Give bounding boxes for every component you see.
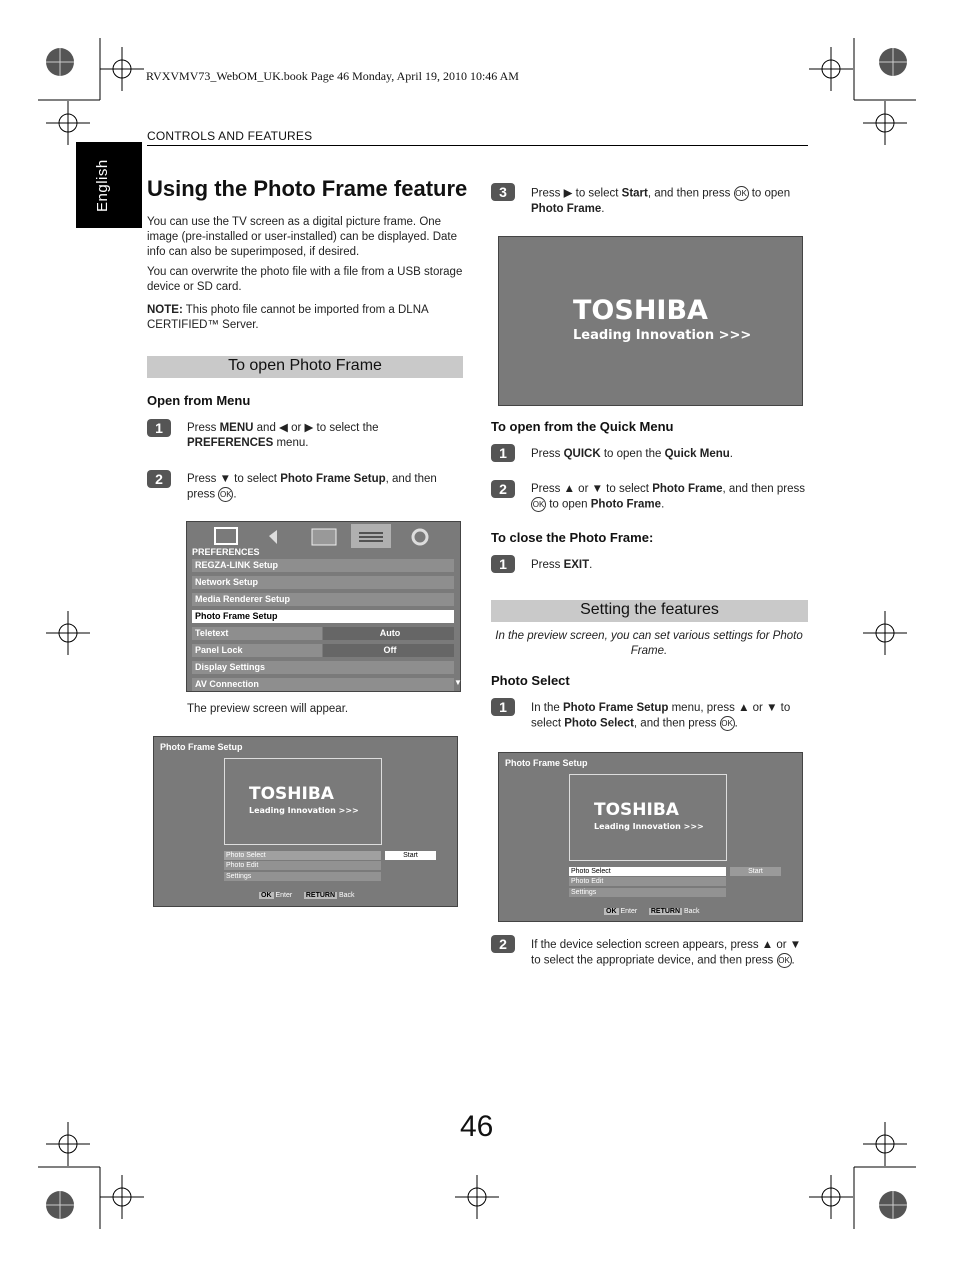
ps-step-2-badge: 2 bbox=[491, 935, 515, 953]
photo-frame-setup-screen-right bbox=[498, 752, 803, 922]
note-text: This photo file cannot be imported from a DLNA CERTIFIED™ Server. bbox=[147, 304, 429, 331]
close-step-1-text-b: . bbox=[589, 559, 593, 571]
quick-step-1-text-c: . bbox=[729, 448, 733, 460]
quick-step-2-text bbox=[531, 482, 811, 513]
close-step-1-badge: 1 bbox=[491, 555, 515, 573]
language-tab bbox=[76, 142, 142, 228]
ps-step-1-text-d: . bbox=[734, 717, 738, 730]
return-key-label-right: RETURN bbox=[650, 908, 681, 915]
quick-menu-heading: To open from the Quick Menu bbox=[491, 419, 674, 434]
pf-row-photo-select[interactable]: Photo Select bbox=[224, 851, 381, 860]
step-3-text-d: . bbox=[601, 202, 605, 215]
step-1-text bbox=[187, 421, 467, 451]
toshiba-tagline-large: Leading Innovation >>> bbox=[573, 328, 752, 343]
preferences-tab-highlight bbox=[351, 524, 391, 548]
ps-step-1-text-a: In the bbox=[531, 702, 563, 714]
step-3-text-c: to open bbox=[748, 187, 791, 200]
toshiba-logo-right: TOSHIBA bbox=[594, 800, 679, 820]
ok-button-icon: OK bbox=[734, 186, 749, 201]
quick-step-2-text-c: to open bbox=[546, 498, 591, 511]
photo-frame-setup-screen-left bbox=[153, 736, 458, 907]
quick-key: QUICK bbox=[563, 448, 601, 460]
step-1-text-c: menu. bbox=[273, 437, 309, 449]
step-3-start: Start bbox=[621, 187, 648, 200]
menu-item-av-connection[interactable]: AV Connection bbox=[192, 678, 454, 691]
print-header: RVXVMV73_WebOM_UK.book Page 46 Monday, April 19, 2010 10:46 AM bbox=[146, 69, 519, 83]
settings-intro: In the preview screen, you can set various settings for Photo Frame. bbox=[495, 630, 803, 657]
step-2-text-c: . bbox=[233, 488, 237, 501]
pf-screen-title: Photo Frame Setup bbox=[160, 742, 243, 752]
toshiba-logo-large: TOSHIBA bbox=[573, 295, 708, 326]
ps-step-2-text-a: If the device selection screen appears, press ▲ or ▼ to select the appropriate device, and then press bbox=[531, 939, 802, 967]
ps-step-1-badge: 1 bbox=[491, 698, 515, 716]
quick-step-2-text-d: . bbox=[661, 498, 665, 511]
back-label: Back bbox=[338, 892, 355, 899]
ok-button-icon: OK bbox=[777, 953, 792, 968]
toshiba-tagline: Leading Innovation >>> bbox=[249, 806, 359, 815]
ok-button-icon: OK bbox=[531, 497, 546, 512]
close-step-1-text-a: Press bbox=[531, 559, 564, 571]
menu-item-display-settings[interactable]: Display Settings bbox=[192, 661, 454, 674]
picture-icon bbox=[215, 528, 237, 544]
setting-features-bar-label: Setting the features bbox=[580, 601, 719, 618]
open-from-menu-heading: Open from Menu bbox=[147, 393, 251, 408]
toshiba-tagline-right: Leading Innovation >>> bbox=[594, 822, 704, 831]
menu-item-regza-link[interactable]: REGZA-LINK Setup bbox=[192, 559, 454, 572]
setup-icon bbox=[312, 529, 336, 545]
quick-menu-label: Quick Menu bbox=[664, 448, 730, 460]
quick-step-1-text-b: to open the bbox=[600, 448, 665, 460]
pf-screen-title-right: Photo Frame Setup bbox=[505, 758, 588, 768]
step-2-text-a: Press ▼ to select bbox=[187, 473, 281, 485]
ps-step-1-text-b: menu, press ▲ or ▼ to select bbox=[531, 702, 791, 730]
pf-row-photo-edit[interactable]: Photo Edit bbox=[224, 861, 381, 870]
menu-item-panel-lock[interactable]: Panel Lock bbox=[192, 644, 322, 657]
pf-start-button-right[interactable]: Start bbox=[730, 867, 781, 876]
menu-item-media-renderer[interactable]: Media Renderer Setup bbox=[192, 593, 454, 606]
pf-start-button[interactable]: Start bbox=[385, 851, 436, 860]
step-2-text bbox=[187, 472, 467, 503]
step-2-text-b: , and then press bbox=[187, 473, 437, 501]
gear-icon bbox=[413, 530, 427, 544]
quick-step-2-badge: 2 bbox=[491, 480, 515, 498]
quick-step-2-text-a: Press ▲ or ▼ to select bbox=[531, 483, 653, 495]
preferences-heading: PREFERENCES bbox=[192, 547, 260, 557]
setting-features-bar bbox=[491, 600, 808, 622]
step-2-badge: 2 bbox=[147, 470, 171, 488]
close-heading: To close the Photo Frame: bbox=[491, 530, 654, 545]
step-3-text bbox=[531, 186, 811, 217]
enter-label-right: Enter bbox=[620, 908, 638, 915]
step-1-badge: 1 bbox=[147, 419, 171, 437]
menu-item-teletext[interactable]: Teletext bbox=[192, 627, 322, 640]
quick-step-1-badge: 1 bbox=[491, 444, 515, 462]
scroll-down-icon: ▼ bbox=[454, 678, 462, 687]
open-photo-frame-bar bbox=[147, 356, 463, 378]
photo-frame-display-screen bbox=[498, 236, 803, 406]
ps-step-1-text-c: , and then press bbox=[633, 717, 720, 730]
intro-paragraph-2: You can overwrite the photo file with a file from a USB storage device or SD card. bbox=[147, 266, 463, 293]
step-3-text-a: Press ▶ to select bbox=[531, 187, 622, 200]
pf-row-photo-select-selected[interactable]: Photo Select bbox=[569, 867, 726, 876]
step-3-text-b: , and then press bbox=[647, 187, 734, 200]
pf-row-settings-right[interactable]: Settings bbox=[569, 888, 726, 897]
ps-step-1-text bbox=[531, 701, 811, 732]
step-1-preferences: PREFERENCES bbox=[187, 437, 274, 449]
language-tab-label: English bbox=[94, 159, 111, 212]
back-label-right: Back bbox=[683, 908, 700, 915]
step-3-badge: 3 bbox=[491, 183, 515, 201]
return-key-label: RETURN bbox=[305, 892, 336, 899]
exit-key: EXIT bbox=[563, 559, 590, 571]
quick-step-2-photo-frame-b: Photo Frame bbox=[590, 498, 662, 511]
teletext-value[interactable]: Auto bbox=[323, 627, 454, 640]
intro-paragraph-1: You can use the TV screen as a digital picture frame. One image (pre-installed or user-installed) can be displayed. Date info can also be superimposed, if desired. bbox=[147, 216, 458, 258]
ps-step-2-text bbox=[531, 938, 811, 969]
header-rule bbox=[147, 145, 808, 146]
sound-icon bbox=[269, 530, 277, 544]
note-paragraph bbox=[147, 303, 465, 333]
menu-item-network[interactable]: Network Setup bbox=[192, 576, 454, 589]
pf-nav-hint bbox=[259, 892, 355, 899]
note-label: NOTE: bbox=[147, 304, 183, 316]
section-heading: CONTROLS AND FEATURES bbox=[147, 129, 313, 143]
ok-button-icon: OK bbox=[720, 716, 735, 731]
panel-lock-value[interactable]: Off bbox=[323, 644, 454, 657]
menu-item-photo-frame-setup[interactable]: Photo Frame Setup bbox=[192, 610, 454, 623]
open-photo-frame-bar-label: To open Photo Frame bbox=[228, 357, 382, 374]
toshiba-logo: TOSHIBA bbox=[249, 784, 334, 804]
ok-key-label-right: OK bbox=[606, 908, 617, 915]
enter-label: Enter bbox=[275, 892, 293, 899]
quick-step-2-text-b: , and then press bbox=[722, 483, 805, 495]
pf-row-settings[interactable]: Settings bbox=[224, 872, 381, 881]
pf-row-photo-edit-right[interactable]: Photo Edit bbox=[569, 877, 726, 886]
step-2-photo-frame-setup: Photo Frame Setup bbox=[280, 473, 386, 485]
step-1-menu-key: MENU bbox=[219, 422, 254, 434]
step-1-text-a: Press bbox=[187, 422, 220, 434]
ps-step-2-text-b: . bbox=[791, 954, 795, 967]
ok-key-label: OK bbox=[261, 892, 272, 899]
quick-step-2-photo-frame: Photo Frame bbox=[652, 483, 723, 495]
ps-photo-frame-setup: Photo Frame Setup bbox=[562, 702, 669, 714]
pf-nav-hint-right bbox=[604, 908, 700, 915]
ok-button-icon: OK bbox=[218, 487, 233, 502]
photo-preview-frame bbox=[224, 758, 382, 845]
photo-select-heading: Photo Select bbox=[491, 673, 570, 688]
page-title: Using the Photo Frame feature bbox=[147, 176, 468, 201]
close-step-1-text bbox=[531, 558, 592, 573]
preferences-menu-screen bbox=[186, 521, 461, 692]
quick-step-1-text-a: Press bbox=[531, 448, 564, 460]
preview-caption: The preview screen will appear. bbox=[187, 703, 349, 715]
page-number: 46 bbox=[460, 1110, 494, 1143]
step-1-text-b: and ◀ or ▶ to select the bbox=[253, 422, 379, 434]
photo-preview-frame-right bbox=[569, 774, 727, 861]
quick-step-1-text bbox=[531, 447, 811, 462]
ps-photo-select: Photo Select bbox=[564, 717, 634, 730]
step-3-photo-frame: Photo Frame bbox=[531, 202, 602, 215]
